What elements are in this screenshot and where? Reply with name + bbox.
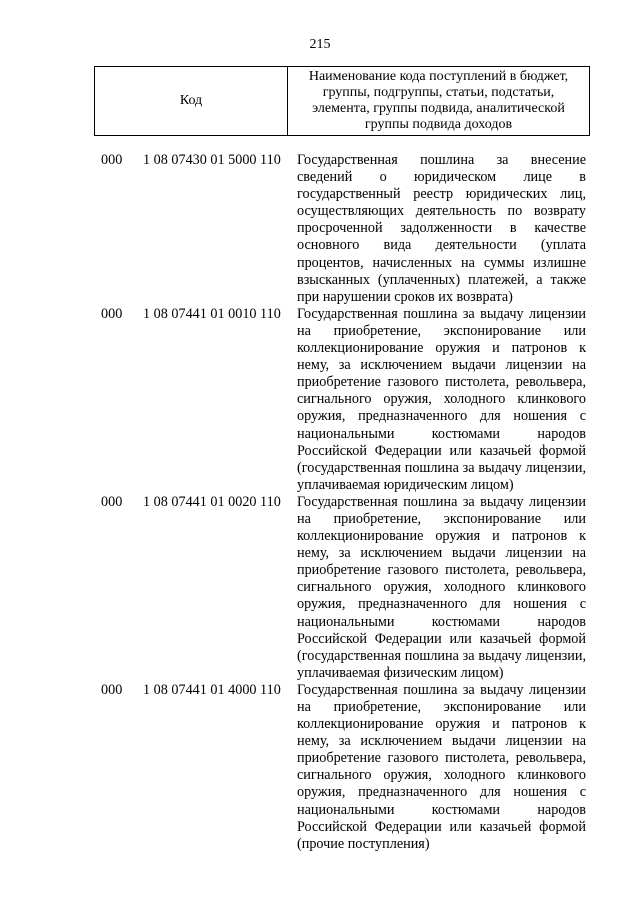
admin-code: 000 [101, 493, 123, 510]
page-number: 215 [309, 37, 331, 52]
revenue-codes-list [0, 152, 640, 853]
header-table [94, 66, 590, 136]
admin-code: 000 [101, 305, 123, 322]
revenue-code-row [0, 494, 640, 682]
budget-classification-code: 1 08 07441 01 0020 110 [143, 493, 281, 510]
budget-classification-code: 1 08 07430 01 5000 110 [143, 152, 281, 168]
name-column-header: Наименование кода поступлений в бюджет, группы, подгруппы, статьи, подстатьи, элемента, группы подвида, аналитической группы подвида доходов [288, 67, 590, 136]
revenue-description: Государственная пошлина за внесение сведений о юридическом лице в государственный реестр юридических лиц, осуществляющих деятельность по возврату просроченной задолженности в качестве основного вида деятельности (уплата процентов, начисленных на суммы излишне взысканных (уплаченных) платежей, а также при нарушении сроков их возврата) [297, 152, 586, 305]
admin-code: 000 [101, 152, 123, 168]
revenue-code-row [0, 306, 640, 494]
revenue-description: Государственная пошлина за выдачу лицензии на приобретение, экспонирование или коллекционирование оружия и патронов к нему, за исключением выдачи лицензии на приобретение газового пистолета, револьвера, сигнального оружия, холодного клинкового оружия, предназначенного для ношения с национальными костюмами народов Российской Федерации или казачьей формой (государственная пошлина за выдачу лицензии, уплачиваемая юридическим лицом) [297, 305, 586, 493]
revenue-code-row [0, 682, 640, 853]
revenue-description: Государственная пошлина за выдачу лицензии на приобретение, экспонирование или коллекционирование оружия и патронов к нему, за исключением выдачи лицензии на приобретение газового пистолета, револьвера, сигнального оружия, холодного клинкового оружия, предназначенного для ношения с национальными костюмами народов Российской Федерации или казачьей формой (государственная пошлина за выдачу лицензии, уплачиваемая физическим лицом) [297, 493, 586, 681]
budget-classification-code: 1 08 07441 01 4000 110 [143, 681, 281, 698]
revenue-description: Государственная пошлина за выдачу лицензии на приобретение, экспонирование или коллекционирование оружия и патронов к нему, за исключением выдачи лицензии на приобретение газового пистолета, револьвера, сигнального оружия, холодного клинкового оружия, предназначенного для ношения с национальными костюмами народов Российской Федерации или казачьей формой (прочие поступления) [297, 681, 586, 852]
revenue-code-row [0, 152, 640, 306]
budget-classification-code: 1 08 07441 01 0010 110 [143, 305, 281, 322]
admin-code: 000 [101, 681, 123, 698]
code-column-header: Код [95, 67, 288, 136]
